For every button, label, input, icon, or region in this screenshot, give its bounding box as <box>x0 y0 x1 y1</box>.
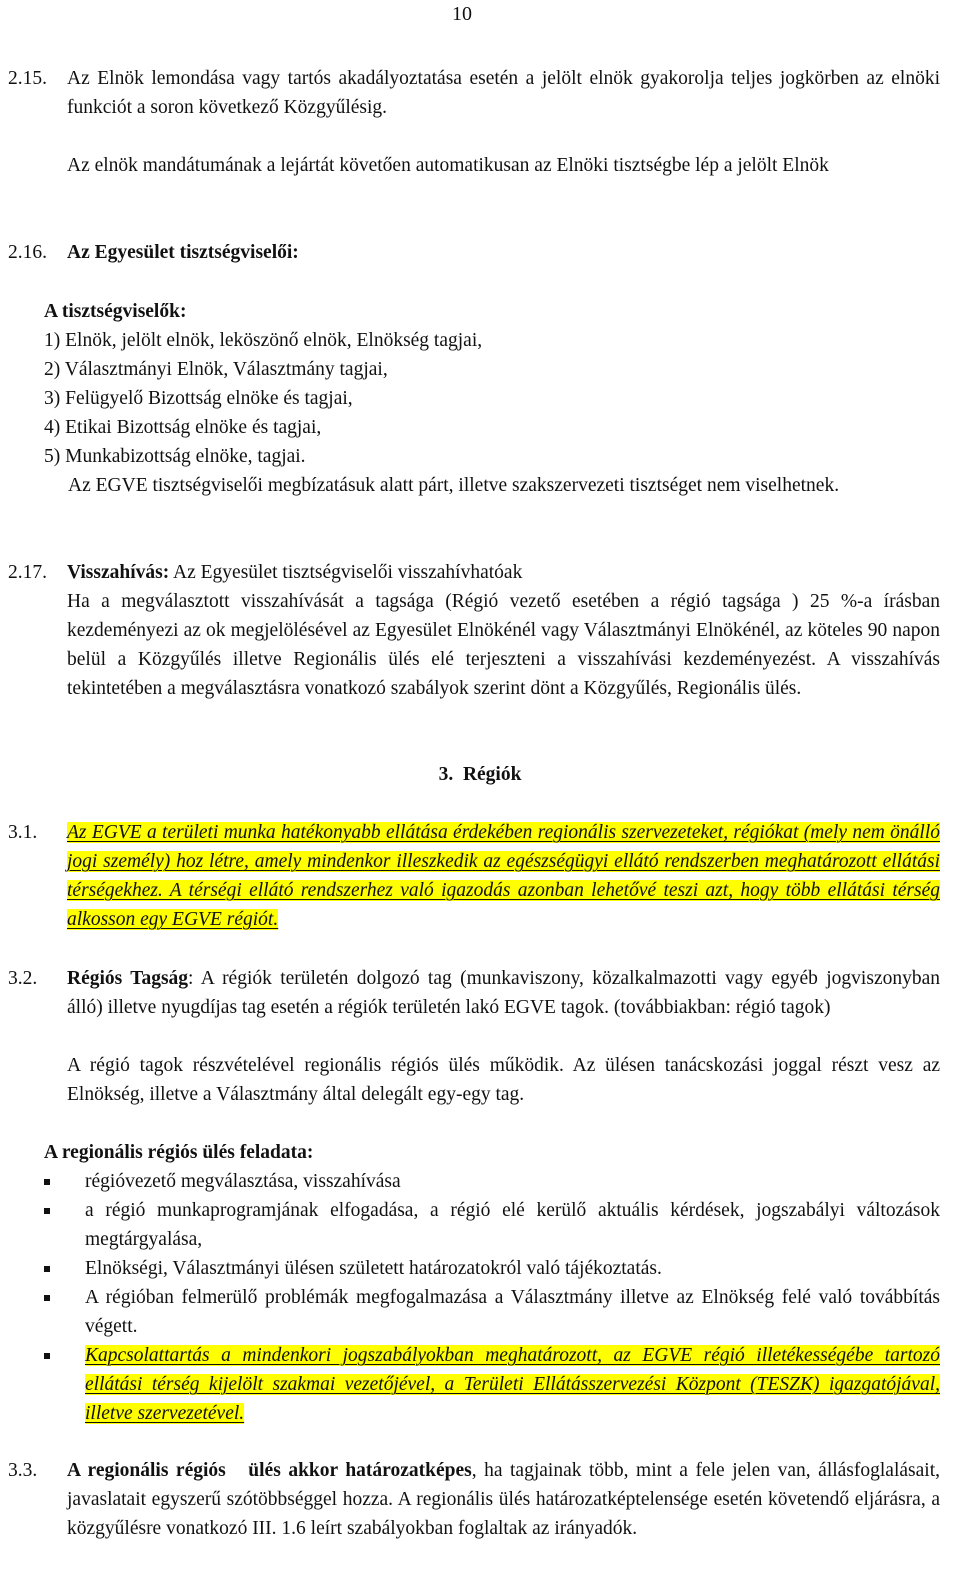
officers-subtitle: A tisztségviselők: <box>44 301 187 322</box>
tasks-list <box>44 1167 940 1428</box>
officers-list-item: 2) Választmányi Elnök, Választmány tagjai, <box>44 359 388 380</box>
recall-label: Visszahívás: <box>67 562 170 583</box>
tasks-list-item: a régió munkaprogramjának elfogadása, a régió elé kerülő aktuális kérdések, jogszabályi változások megtárgyalása, <box>44 1196 940 1254</box>
officers-list-item: 1) Elnök, jelölt elnök, leköszönő elnök, Elnökség tagjai, <box>44 330 483 351</box>
quorum-text: , ha tagjainak több, mint a fele jelen van, állásfoglalásait, javaslatait egyszerű szótöbbséggel hozza. A regionális ülés határozatképtelensége esetén követendő eljárásra, a közgyűlésre vonatkozó III. 1.6 leírt szabályokban foglaltak az irányadók. <box>67 1460 940 1539</box>
section-number-2-17: 2.17. <box>8 562 47 583</box>
officers-list <box>44 326 482 471</box>
officers-list-item: 5) Munkabizottság elnöke, tagjai. <box>44 446 306 467</box>
tasks-list-item: A régióban felmerülő problémák megfogalmazása a Választmány illetve az Elnökség felé való továbbítás végett. <box>44 1283 940 1341</box>
tasks-highlighted-text: Kapcsolattartás a mindenkori jogszabályokban meghatározott, az EGVE régió illetékességébe tartozó ellátási térség kijelölt szakmai vezetőjével, a Területi Ellátásszervezési Központ (TESZK) igazgatójával, illetve szervezetével. <box>85 1345 940 1424</box>
chapter-heading <box>0 760 960 789</box>
section-2-17-first-line <box>67 558 940 587</box>
section-3-1-text <box>67 818 940 934</box>
chapter-number: 3. <box>438 764 454 785</box>
regional-membership-label: Régiós Tagság <box>67 968 189 989</box>
officers-list-item: 3) Felügyelő Bizottság elnöke és tagjai, <box>44 388 353 409</box>
tasks-heading: A regionális régiós ülés feladata: <box>44 1142 314 1163</box>
section-number-2-15: 2.15. <box>8 68 47 89</box>
recall-line: Az Egyesület tisztségviselői visszahívhatóak <box>169 562 523 583</box>
section-number-3-2: 3.2. <box>8 968 38 989</box>
tasks-list-item: Elnökségi, Választmányi ülésen született határozatokról való tájékoztatás. <box>44 1254 940 1283</box>
section-2-15-paragraph-2: Az elnök mandátumának a lejártát követően automatikusan az Elnöki tisztségbe lép a jelölt Elnök <box>67 155 829 176</box>
recall-body: Ha a megválasztott visszahívását a tagsága (Régió vezető esetében a régió tagsága ) 25 %-a írásban kezdeményezi az ok megjelölésével az Egyesület Elnökénél vagy Választmányi Elnökénél, az köteles 90 napon belül a Közgyűlés illetve Regionális ülés elé terjeszteni a visszahívási kezdeményezést. A visszahívás tekintetében a megválasztásra vonatkozó szabályok szerint dönt a Közgyűlés, Regionális ülés. <box>67 591 940 699</box>
section-2-16-title <box>67 238 940 267</box>
regional-membership-text: : A régiók területén dolgozó tag (munkaviszony, közalkalmazotti vagy egyéb jogviszonyban álló) illetve nyugdíjas tag esetén a régiók területén lakó EGVE tagok. (továbbiakban: régió tagok) <box>67 968 941 1018</box>
section-3-2-paragraph-1 <box>67 964 940 1022</box>
quorum-label-2: ülés akkor határozatképes <box>248 1460 472 1481</box>
section-3-1-highlighted-text: Az EGVE a területi munka hatékonyabb ellátása érdekében regionális szervezeteket, régiókat (mely nem önálló jogi személy) hoz létre, amely mindenkor illeszkedik az egészségügyi ellátó rendszerben meghatározott ellátási térségekhez. A térségi ellátó rendszerhez való igazodás azonban lehetővé teszi azt, hogy több ellátási térség alkosson egy EGVE régiót. <box>67 822 940 930</box>
section-2-15-paragraph-1: Az Elnök lemondása vagy tartós akadályoztatása esetén a jelölt elnök gyakorolja teljes jogkörben az elnöki funkciót a soron következő Közgyűlésig. <box>67 68 940 118</box>
chapter-title: Régiók <box>462 764 522 785</box>
section-3-3-text <box>67 1456 940 1543</box>
section-2-16-title-text: Az Egyesület tisztségviselői: <box>67 242 299 263</box>
section-number-3-3: 3.3. <box>8 1460 38 1481</box>
section-3-2-paragraph-2: A régió tagok részvételével regionális régiós ülés működik. Az ülésen tanácskozási joggal részt vesz az Elnökség, illetve a Választmány által delegált egy-egy tag. <box>67 1055 940 1105</box>
section-number-2-16: 2.16. <box>8 242 47 263</box>
tasks-list-item: régióvezető megválasztása, visszahívása <box>44 1167 940 1196</box>
tasks-list-item-highlighted <box>44 1341 940 1428</box>
quorum-label-1: A regionális régiós <box>67 1460 226 1481</box>
officers-note: Az EGVE tisztségviselői megbízatásuk alatt párt, illetve szakszervezeti tisztséget nem viselhetnek. <box>68 475 840 496</box>
section-number-3-1: 3.1. <box>8 822 38 843</box>
officers-list-item: 4) Etikai Bizottság elnöke és tagjai, <box>44 417 322 438</box>
page-number: 10 <box>452 3 472 25</box>
